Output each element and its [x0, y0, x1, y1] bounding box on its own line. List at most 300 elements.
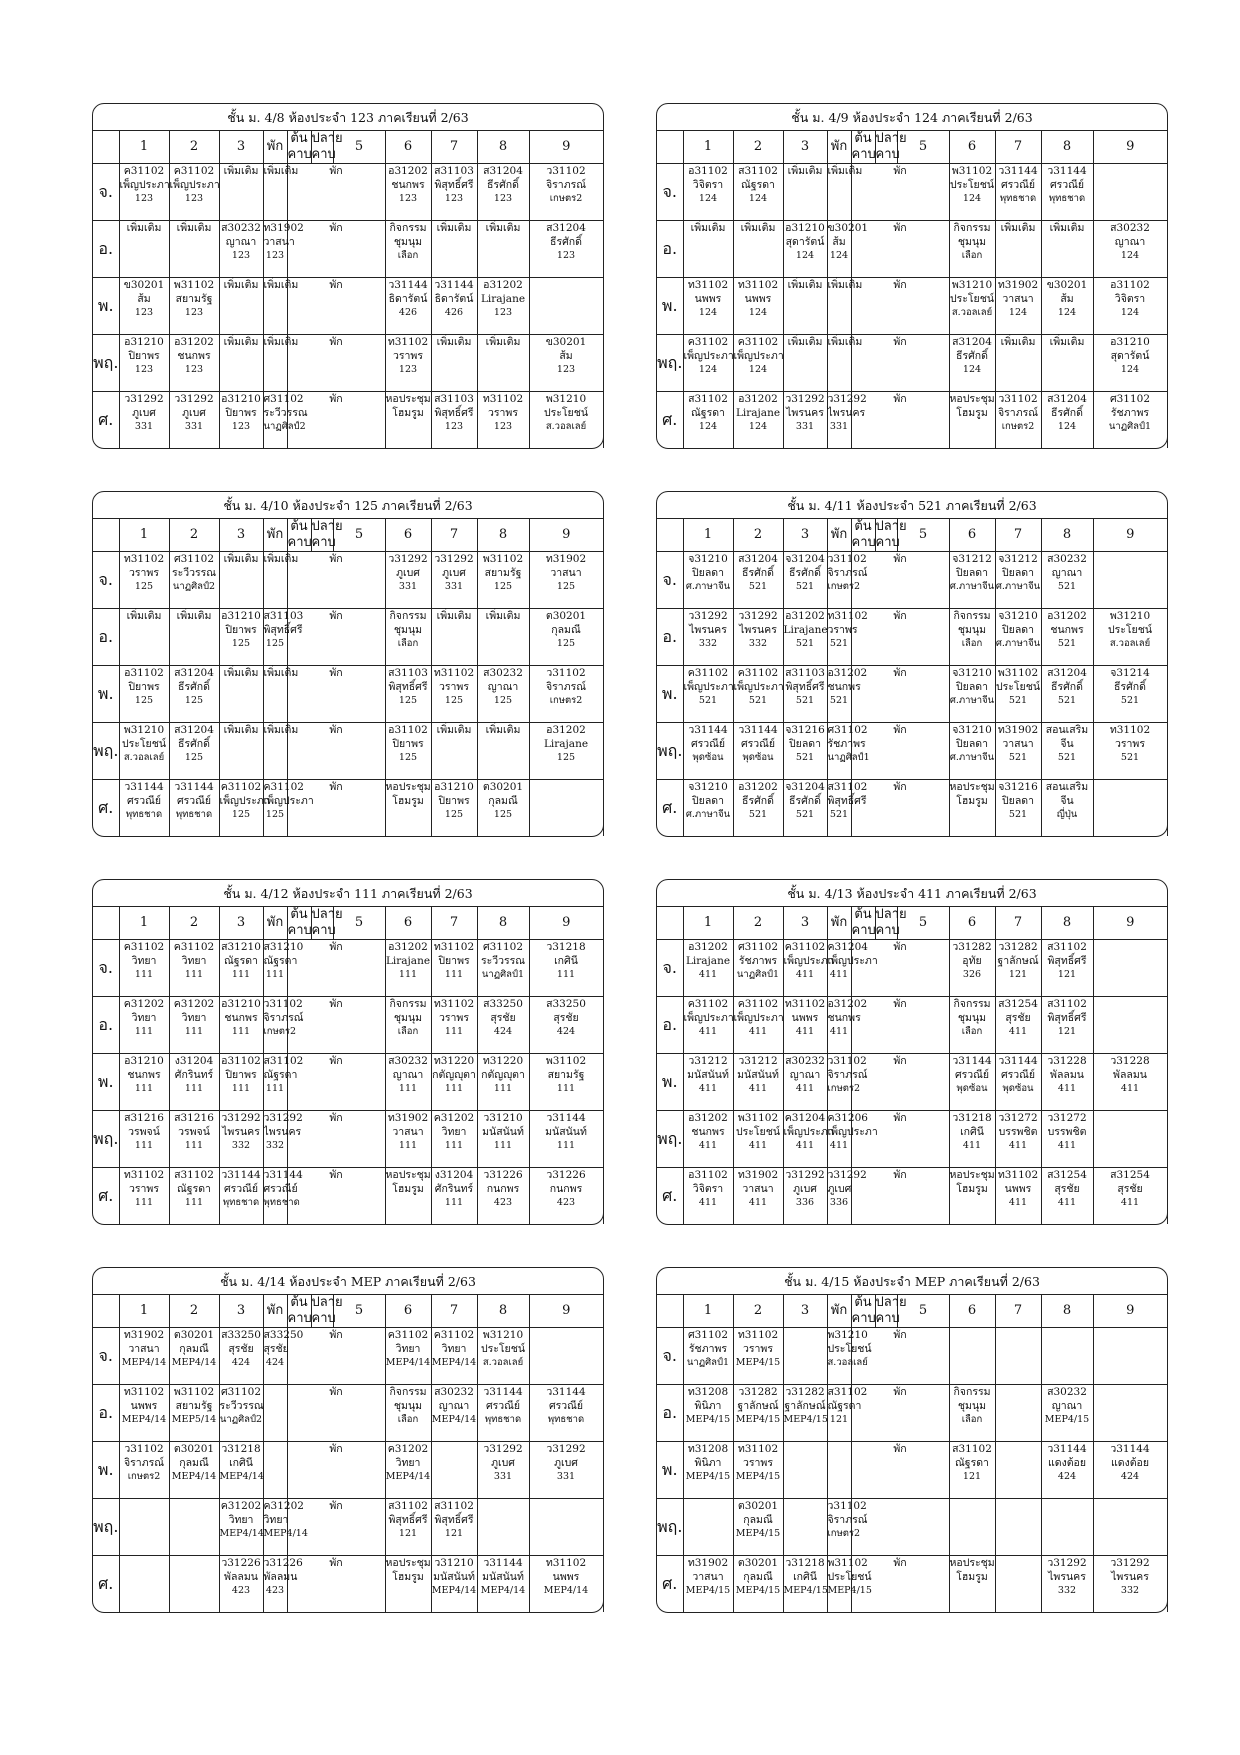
cell-line: เพิ่มเติม: [827, 336, 863, 348]
period-header: 8: [477, 1295, 529, 1328]
class-cell: [431, 1556, 477, 1613]
class-cell: [783, 392, 827, 449]
cell-line: โฮมรูม: [956, 407, 988, 419]
cell-line: ว31292: [124, 393, 164, 405]
cell-line: อ31202: [546, 724, 586, 736]
day-row: [657, 392, 1167, 449]
cell-line: 521: [1057, 638, 1077, 649]
cell-line: วิทยา: [131, 1012, 157, 1024]
class-cell: [529, 1054, 603, 1111]
cell-line: เพิ่มเติม: [436, 724, 472, 736]
cell-line: ส31102: [952, 1443, 992, 1455]
cell-line: 123: [556, 364, 576, 375]
cell-line: ธีรศักดิ์: [487, 179, 519, 191]
cell-line: 125: [134, 581, 154, 592]
cell-line: [432, 1442, 477, 1456]
cell-line: 111: [184, 1083, 204, 1094]
period-header: 1: [683, 131, 733, 164]
break-cell: พัก: [287, 997, 385, 1054]
cell-line: ธิดารัตน์: [388, 293, 428, 305]
cell-line: 124: [1057, 307, 1077, 318]
break-cell: พัก: [287, 392, 385, 449]
period-header: [657, 907, 683, 940]
class-cell: [529, 723, 603, 780]
cell-line: เพ็ญประภา: [169, 179, 220, 191]
class-cell: [1093, 997, 1167, 1054]
class-cell: [529, 164, 603, 221]
class-cell: [1093, 1442, 1167, 1499]
class-timetable: [656, 103, 1168, 449]
class-cell: [119, 392, 169, 449]
cell-line: ส้ม: [137, 293, 151, 305]
cell-line: สยามรัฐ: [175, 1400, 213, 1412]
class-cell: [783, 940, 834, 997]
cell-line: พุทธชาด: [1048, 193, 1086, 204]
class-cell: [431, 1168, 477, 1225]
cell-line: พุทธชาด: [125, 809, 163, 820]
day-row: [657, 164, 1167, 221]
day-label: จ.: [93, 940, 119, 997]
cell-line: เพ็ญประภา: [263, 795, 314, 807]
cell-line: ว31228: [1047, 1055, 1087, 1067]
cell-line: เพิ่มเติม: [436, 222, 472, 234]
cell-line: หอประชุม: [385, 781, 431, 793]
cell-line: นาฏศิลป์1: [686, 1357, 730, 1368]
cell-line: ว31102: [998, 393, 1038, 405]
timetable-title: ชั้น ม. 4/10 ห้องประจำ 125 ภาคเรียนที่ 2/63: [93, 492, 603, 519]
cell-line: ว31226: [221, 1557, 261, 1569]
cell-line: ว31292: [688, 610, 728, 622]
cell-line: พ31102: [737, 1112, 779, 1124]
timetable-title: ชั้น ม. 4/15 ห้องประจำ MEP ภาคเรียนที่ 2/63: [657, 1268, 1167, 1295]
cell-line: พ31210: [1109, 610, 1151, 622]
cell-line: 123: [184, 364, 204, 375]
class-cell: [1041, 1168, 1093, 1225]
period-header: 2: [733, 907, 783, 940]
cell-line: 521: [698, 695, 718, 706]
class-cell: [219, 1168, 263, 1225]
cell-line: MEP4/14: [219, 1471, 264, 1482]
cell-line: 424: [556, 1026, 576, 1037]
period-header: 8: [477, 907, 529, 940]
cell-line: ธีรศักดิ์: [742, 795, 774, 807]
cell-line: หอประชุม: [949, 1557, 995, 1569]
cell-line: ว31144: [434, 279, 474, 291]
cell-line: เพ็ญประภา: [683, 681, 734, 693]
cell-line: ชุมนุม: [957, 1400, 987, 1412]
day-row: [657, 1328, 1167, 1385]
cell-line: 111: [493, 1140, 513, 1151]
cell-line: 111: [231, 1083, 251, 1094]
cell-line: MEP4/14: [263, 1528, 308, 1539]
class-cell: [263, 392, 308, 449]
day-label: อ.: [657, 1385, 683, 1442]
cell-line: 121: [1008, 969, 1028, 980]
cell-line: 124: [698, 193, 718, 204]
cell-line: ต30201: [737, 1500, 779, 1512]
cell-line: ส33250: [483, 998, 523, 1010]
cell-line: เพิ่มเติม: [263, 279, 299, 291]
cell-line: เพิ่มเติม: [263, 165, 299, 177]
cell-line: นาฏศิลป์1: [736, 969, 780, 980]
cell-line: ท31902: [123, 1329, 165, 1341]
cell-line: MEP4/15: [827, 1585, 872, 1596]
cell-line: 332: [265, 1140, 285, 1151]
cell-line: ค31202: [173, 998, 215, 1010]
period-header: 1: [683, 519, 733, 552]
class-cell: [119, 997, 169, 1054]
cell-line: ชนกพร: [827, 1012, 861, 1024]
cell-line: ว31292: [221, 1112, 261, 1124]
day-label: พ.: [657, 1442, 683, 1499]
cell-line: รัชภาพร: [688, 1343, 728, 1355]
class-cell: [219, 609, 263, 666]
class-cell: [949, 1328, 995, 1385]
cell-line: 111: [184, 1026, 204, 1037]
cell-line: 411: [698, 1083, 718, 1094]
cell-line: กุลมณี: [551, 624, 581, 636]
period-header: พัก: [263, 131, 287, 164]
cell-line: ณัฐรดา: [741, 179, 775, 191]
cell-line: [784, 1328, 827, 1342]
cell-line: 411: [829, 1026, 849, 1037]
class-cell: [385, 1556, 431, 1613]
period-header: ต้นคาบ: [851, 1295, 876, 1326]
class-cell: [949, 1054, 995, 1111]
cell-line: อ31202: [483, 279, 523, 291]
cell-line: ส31102: [688, 393, 728, 405]
class-cell: [949, 392, 995, 449]
cell-line: ว31292: [1047, 1557, 1087, 1569]
period-header: 5: [333, 1295, 385, 1328]
class-cell: [1041, 1385, 1093, 1442]
class-cell: [119, 1054, 169, 1111]
cell-line: วาสนา: [742, 1183, 774, 1195]
cell-line: ส31102: [174, 1169, 214, 1181]
class-cell: [995, 1442, 1041, 1499]
period-header: ต้นคาบ: [851, 131, 876, 162]
cell-line: 125: [265, 809, 285, 820]
cell-line: ชนกพร: [224, 1012, 258, 1024]
day-row: [657, 1442, 1167, 1499]
cell-line: ค31204: [784, 1112, 826, 1124]
class-cell: [783, 780, 827, 837]
cell-line: 331: [398, 581, 418, 592]
cell-line: จิราภรณ์: [546, 681, 586, 693]
period-header: 6: [949, 519, 995, 552]
cell-line: ส.วอลเลย์: [827, 1357, 868, 1368]
day-row: [657, 609, 1167, 666]
cell-line: 125: [493, 695, 513, 706]
class-cell: [1093, 392, 1167, 449]
cell-line: วราพร: [439, 1012, 469, 1024]
cell-line: เกศินี: [554, 955, 578, 967]
break-cell: พัก: [287, 609, 385, 666]
cell-line: พ31102: [827, 1557, 868, 1569]
cell-line: นพพร: [791, 1012, 819, 1024]
class-cell: [219, 278, 263, 335]
cell-line: กิจกรรม: [953, 610, 991, 622]
class-cell: [477, 552, 529, 609]
cell-line: ศรวณีย์: [1000, 179, 1036, 191]
period-header: ต้นคาบ: [287, 907, 312, 938]
break-cell: พัก: [851, 1442, 949, 1499]
class-cell: [733, 221, 783, 278]
cell-line: ประโยชน์: [827, 1343, 872, 1355]
cell-line: ณัฐรดา: [263, 1069, 298, 1081]
cell-line: ท31102: [433, 998, 475, 1010]
cell-line: กิจกรรม: [389, 222, 427, 234]
period-header: 8: [1041, 907, 1093, 940]
cell-line: ชุมนุม: [957, 236, 987, 248]
class-cell: [477, 1499, 529, 1556]
class-cell: [529, 335, 603, 392]
break-cell: พัก: [851, 164, 949, 221]
cell-line: MEP4/15: [685, 1471, 731, 1482]
class-cell: [1093, 335, 1167, 392]
cell-line: จิราภรณ์: [124, 1457, 164, 1469]
cell-line: ว31218: [952, 1112, 992, 1124]
class-cell: [263, 278, 299, 335]
cell-line: 331: [795, 421, 815, 432]
class-cell: [949, 1111, 995, 1168]
cell-line: 336: [795, 1197, 815, 1208]
cell-line: ณัฐรดา: [827, 1400, 862, 1412]
cell-line: MEP4/14: [121, 1357, 167, 1368]
cell-line: ศรวณีย์: [1049, 179, 1085, 191]
class-cell: [683, 164, 733, 221]
cell-line: ว31102: [263, 998, 303, 1010]
cell-line: ส31254: [1047, 1169, 1087, 1181]
day-row: [93, 1054, 603, 1111]
period-header: 2: [733, 1295, 783, 1328]
cell-line: 124: [748, 307, 768, 318]
break-cell: พัก: [287, 164, 385, 221]
cell-line: ส31204: [546, 222, 586, 234]
cell-line: เพิ่มเติม: [263, 553, 299, 565]
cell-line: 111: [398, 969, 418, 980]
class-cell: [119, 1499, 169, 1556]
cell-line: ว31144: [263, 1169, 303, 1181]
class-cell: [169, 940, 219, 997]
class-cell: [529, 392, 603, 449]
class-cell: [385, 666, 431, 723]
class-cell: [263, 780, 314, 837]
class-cell: [477, 997, 529, 1054]
cell-line: อ31202: [738, 393, 778, 405]
cell-line: หอประชุม: [385, 393, 431, 405]
break-cell: พัก: [851, 1168, 949, 1225]
cell-line: 411: [748, 1026, 768, 1037]
cell-line: พ31102: [951, 165, 993, 177]
class-cell: [1041, 940, 1093, 997]
cell-line: เพิ่มเติม: [787, 336, 823, 348]
cell-line: ว31212: [688, 1055, 728, 1067]
break-cell: พัก: [851, 278, 949, 335]
cell-line: พุทธชาด: [547, 1414, 585, 1425]
cell-line: 111: [444, 1197, 464, 1208]
cell-line: เพิ่มเติม: [223, 165, 259, 177]
cell-line: ว31144: [688, 724, 728, 736]
class-cell: [827, 1168, 867, 1225]
class-cell: [683, 392, 733, 449]
class-cell: [783, 1168, 827, 1225]
class-timetable: [92, 879, 604, 1225]
cell-line: กุลมณี: [743, 1571, 773, 1583]
break-cell: พัก: [287, 723, 385, 780]
cell-line: MEP4/14: [431, 1357, 477, 1368]
timetable-title: ชั้น ม. 4/13 ห้องประจำ 411 ภาคเรียนที่ 2/63: [657, 880, 1167, 907]
class-cell: [529, 1385, 603, 1442]
cell-line: ปิยาพร: [225, 407, 257, 419]
cell-line: 411: [1057, 1083, 1077, 1094]
period-header: 1: [683, 1295, 733, 1328]
class-cell: [263, 1385, 287, 1442]
class-cell: [995, 1168, 1041, 1225]
day-row: [657, 335, 1167, 392]
cell-line: ส31216: [124, 1112, 164, 1124]
cell-line: มนัสนันท์: [433, 1571, 475, 1583]
cell-line: 332: [1057, 1585, 1077, 1596]
class-cell: [949, 1556, 995, 1613]
cell-line: [1042, 1328, 1093, 1342]
cell-line: จ31216: [785, 724, 825, 736]
cell-line: 123: [444, 421, 464, 432]
class-cell: [219, 666, 263, 723]
period-header: 7: [431, 131, 477, 164]
cell-line: ส31103: [388, 667, 428, 679]
cell-line: ประโยชน์: [949, 293, 995, 305]
cell-line: 124: [962, 193, 982, 204]
cell-line: MEP4/14: [431, 1585, 477, 1596]
cell-line: ศ31102: [173, 553, 215, 565]
class-cell: [263, 1499, 308, 1556]
cell-line: วิจิตรา: [692, 1183, 724, 1195]
period-header: 6: [385, 907, 431, 940]
class-cell: [949, 221, 995, 278]
day-row: [657, 1385, 1167, 1442]
cell-line: [996, 1499, 1041, 1513]
cell-line: วราพร: [488, 407, 518, 419]
class-cell: [119, 723, 169, 780]
class-cell: [783, 1054, 827, 1111]
cell-line: 111: [556, 1140, 576, 1151]
class-cell: [995, 552, 1041, 609]
class-cell: [119, 780, 169, 837]
period-header: 6: [385, 131, 431, 164]
class-cell: [827, 666, 868, 723]
cell-line: พิสุทธิ์ศรี: [388, 1514, 428, 1526]
class-cell: [431, 609, 477, 666]
class-cell: [529, 278, 603, 335]
cell-line: 123: [134, 193, 154, 204]
cell-line: จีน: [1060, 738, 1074, 750]
day-label: อ.: [93, 997, 119, 1054]
cell-line: พุดซ้อน: [742, 752, 774, 763]
class-cell: [827, 221, 869, 278]
class-cell: [683, 1328, 733, 1385]
day-row: [93, 666, 603, 723]
class-cell: [477, 1168, 529, 1225]
class-cell: [477, 392, 529, 449]
cell-line: เกษตร2: [1001, 421, 1035, 432]
class-cell: [431, 1442, 477, 1499]
class-cell: [733, 392, 783, 449]
cell-line: 111: [134, 969, 154, 980]
cell-line: 124: [748, 421, 768, 432]
cell-line: เพ็ญประภา: [783, 1126, 834, 1138]
cell-line: 411: [1008, 1140, 1028, 1151]
class-cell: [733, 1499, 783, 1556]
cell-line: ไพรนคร: [689, 624, 727, 636]
cell-line: 111: [398, 1083, 418, 1094]
class-cell: [477, 940, 529, 997]
break-cell: พัก: [287, 221, 385, 278]
class-cell: [1041, 1499, 1093, 1556]
cell-line: ส30232: [1047, 1386, 1087, 1398]
break-cell: พัก: [851, 666, 949, 723]
period-header: [657, 519, 683, 552]
cell-line: ท31902: [545, 553, 587, 565]
cell-line: MEP4/15: [685, 1585, 731, 1596]
cell-line: ส31204: [483, 165, 523, 177]
cell-line: เพิ่มเติม: [787, 165, 823, 177]
cell-line: โฮมรูม: [392, 1571, 424, 1583]
class-cell: [949, 780, 995, 837]
class-cell: [1041, 1556, 1093, 1613]
class-cell: [949, 1168, 995, 1225]
cell-line: ส.วอลเลย์: [1109, 638, 1151, 649]
cell-line: 521: [1057, 581, 1077, 592]
cell-line: [950, 1328, 995, 1342]
cell-line: ว31272: [998, 1112, 1038, 1124]
cell-line: ธีรศักดิ์: [1051, 681, 1083, 693]
day-label: พฤ.: [93, 723, 119, 780]
period-header: พัก: [827, 1295, 851, 1328]
cell-line: [996, 1328, 1041, 1342]
cell-line: เพิ่มเติม: [740, 222, 776, 234]
cell-line: 521: [795, 695, 815, 706]
class-cell: [529, 1168, 603, 1225]
cell-line: สุรชัย: [1005, 1012, 1031, 1024]
cell-line: ธีรศักดิ์: [789, 795, 821, 807]
class-cell: [529, 940, 603, 997]
cell-line: วิทยา: [395, 1343, 421, 1355]
class-cell: [827, 723, 870, 780]
cell-line: 124: [748, 193, 768, 204]
day-label: อ.: [93, 1385, 119, 1442]
class-cell: [683, 666, 733, 723]
cell-line: [828, 1442, 851, 1456]
cell-line: [1042, 1499, 1093, 1513]
cell-line: ประโยชน์: [995, 681, 1041, 693]
class-cell: [529, 1328, 603, 1385]
day-row: [93, 1168, 603, 1225]
period-header: 2: [169, 1295, 219, 1328]
cell-line: ต30201: [173, 1329, 215, 1341]
cell-line: พิสุทธิ์ศรี: [827, 795, 867, 807]
period-header: 3: [219, 1295, 263, 1328]
class-cell: [169, 552, 219, 609]
cell-line: 424: [1120, 1471, 1140, 1482]
cell-line: นาฏศิลป์2: [172, 581, 216, 592]
period-header: 3: [783, 131, 827, 164]
class-cell: [477, 666, 529, 723]
cell-line: กิจกรรม: [953, 998, 991, 1010]
cell-line: 111: [444, 1026, 464, 1037]
break-cell: พัก: [851, 552, 949, 609]
day-row: [93, 278, 603, 335]
